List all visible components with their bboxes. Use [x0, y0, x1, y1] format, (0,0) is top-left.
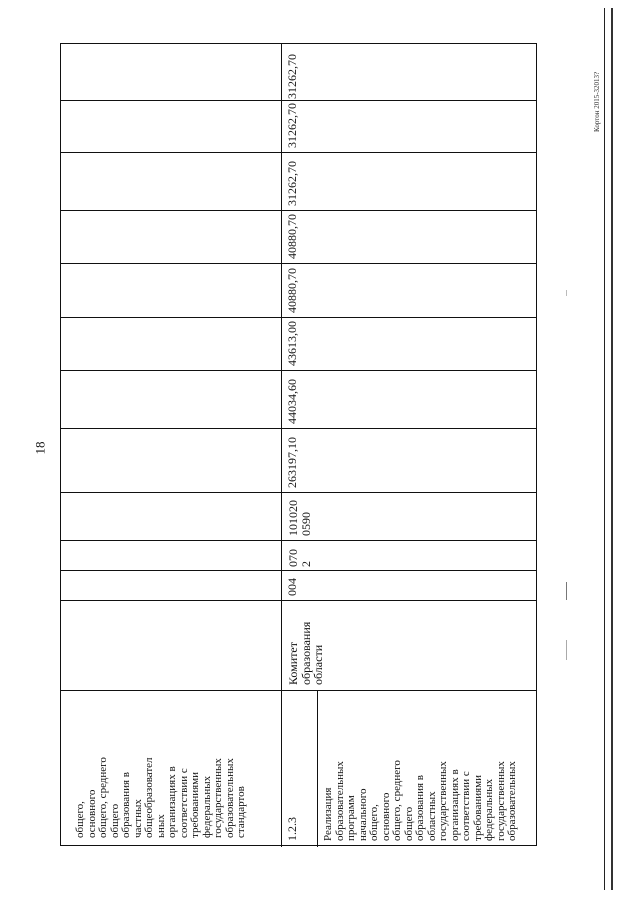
row-value-total: 263197,10	[285, 437, 299, 488]
row-value-2: 43613,00	[285, 321, 299, 366]
col-divider	[61, 263, 536, 264]
row-value-5: 31262,70	[285, 161, 299, 206]
col-divider	[61, 492, 536, 493]
row-divider	[281, 44, 282, 847]
col-divider	[61, 690, 536, 691]
col-divider	[61, 317, 536, 318]
prev-row-last-value: 31262,70	[285, 54, 299, 99]
col-divider	[61, 152, 536, 153]
prev-row-description: общего, основного общего, среднего общего образования в частных общеобразовател ьных организациях в соответствии с требованиями федеральных государственных образовательных стандартов	[74, 757, 247, 838]
col-divider	[61, 540, 536, 541]
col-divider	[61, 570, 536, 571]
budget-table	[60, 43, 537, 846]
row-divider-num	[317, 690, 318, 847]
row-value-6: 31262,70	[285, 103, 299, 148]
row-value-3: 40880,70	[285, 268, 299, 313]
row-target-article: 101020 0590	[286, 500, 313, 536]
row-value-4: 40880,70	[285, 214, 299, 259]
col-divider	[61, 100, 536, 101]
row-value-1: 44034,60	[285, 379, 299, 424]
col-divider	[61, 370, 536, 371]
col-divider	[61, 600, 536, 601]
right-margin-line	[604, 8, 605, 890]
scan-marks	[566, 290, 567, 296]
right-margin-line-2	[611, 8, 613, 890]
row-section: 070 2	[286, 549, 313, 567]
scan-marks	[566, 582, 567, 600]
row-number: 1.2.3	[285, 817, 299, 841]
col-divider	[61, 428, 536, 429]
row-description: Реализация образовательных программ начального общего, основного общего, среднего общего образования в областных государственных организациях в соответствии с требованиями федеральных государственных образовательных	[322, 760, 518, 841]
scan-marks	[566, 640, 567, 660]
page-number: 18	[32, 441, 48, 455]
row-code: 004	[285, 578, 299, 596]
row-executor: Комитет образования области	[286, 621, 325, 685]
archive-stamp: Кортон 2015-32013?	[593, 71, 601, 132]
col-divider	[61, 210, 536, 211]
